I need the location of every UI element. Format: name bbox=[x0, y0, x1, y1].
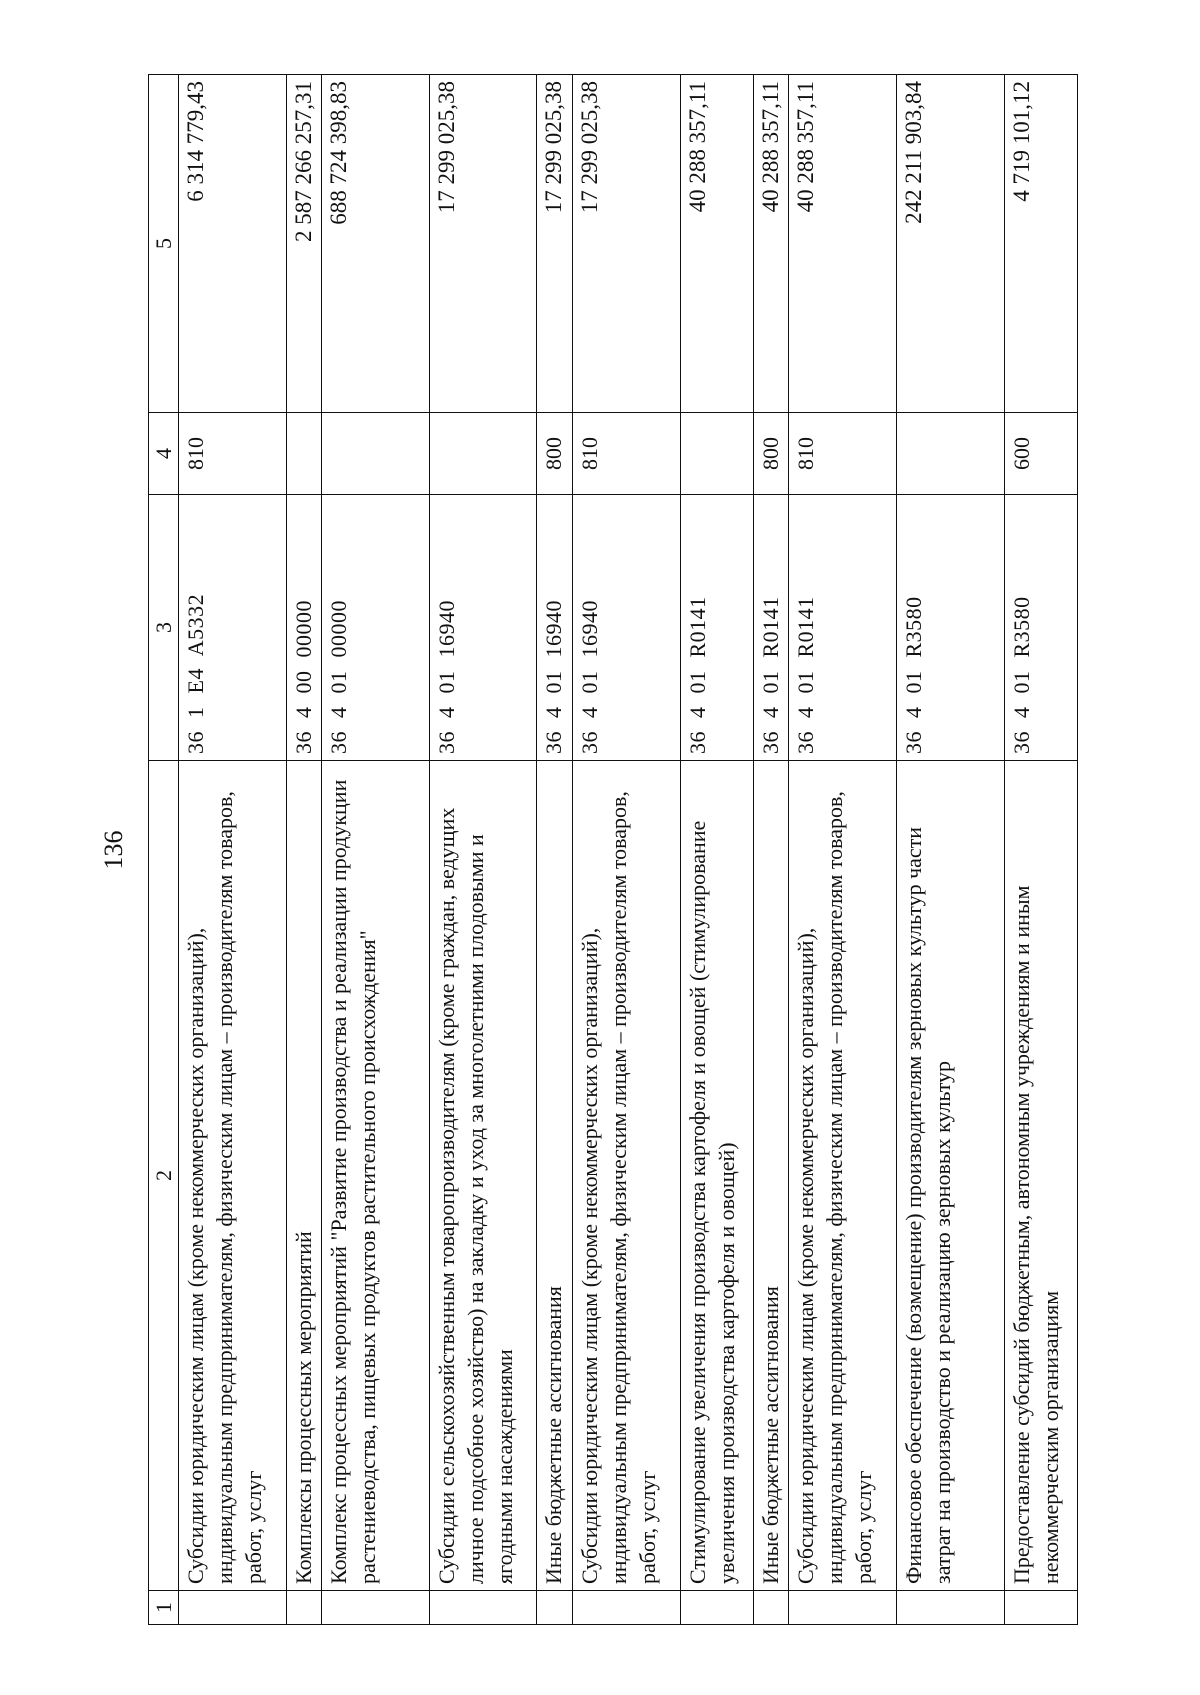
row-code-cell: 36 4 01 R3580 bbox=[1004, 495, 1077, 761]
row-name-cell: Предоставление субсидий бюджетным, автономным учреждениям и иным некоммерческим организациям bbox=[1004, 761, 1077, 1591]
column-header-5: 5 bbox=[149, 75, 179, 413]
table-row bbox=[286, 75, 322, 1625]
table-row bbox=[179, 75, 287, 1625]
row-type-cell: 810 bbox=[789, 413, 897, 495]
row-type-cell: 800 bbox=[537, 413, 573, 495]
row-name-cell: Стимулирование увеличения производства картофеля и овощей (стимулирование увеличения производства картофеля и овощей) bbox=[680, 761, 753, 1591]
row-col1-cell bbox=[429, 1591, 537, 1625]
table-row bbox=[680, 75, 753, 1625]
table-row bbox=[537, 75, 573, 1625]
row-amount-cell: 4 719 101,12 bbox=[1004, 75, 1077, 413]
row-col1-cell bbox=[322, 1591, 430, 1625]
row-col1-cell bbox=[896, 1591, 1004, 1625]
row-col1-cell bbox=[1004, 1591, 1077, 1625]
table-header-row bbox=[149, 75, 179, 1625]
row-name-cell: Субсидии юридическим лицам (кроме некоммерческих организаций), индивидуальным предпринимателям, физическим лицам – производителям товаров, работ, услуг bbox=[179, 761, 287, 1591]
row-code-cell: 36 4 01 R0141 bbox=[680, 495, 753, 761]
row-amount-cell: 17 299 025,38 bbox=[572, 75, 680, 413]
table-row bbox=[429, 75, 537, 1625]
row-type-cell bbox=[322, 413, 430, 495]
row-code-cell: 36 4 01 16940 bbox=[537, 495, 573, 761]
row-name-cell: Финансовое обеспечение (возмещение) производителям зерновых культур части затрат на производство и реализацию зерновых культур bbox=[896, 761, 1004, 1591]
row-code-cell: 36 4 01 R0141 bbox=[789, 495, 897, 761]
row-type-cell: 810 bbox=[572, 413, 680, 495]
budget-table bbox=[148, 74, 1078, 1625]
row-type-cell: 600 bbox=[1004, 413, 1077, 495]
row-col1-cell bbox=[537, 1591, 573, 1625]
table-row bbox=[896, 75, 1004, 1625]
table-row bbox=[322, 75, 430, 1625]
row-code-cell: 36 4 01 R3580 bbox=[896, 495, 1004, 761]
row-code-cell: 36 4 01 16940 bbox=[429, 495, 537, 761]
row-code-cell: 36 4 01 R0141 bbox=[753, 495, 789, 761]
row-code-cell: 36 4 01 16940 bbox=[572, 495, 680, 761]
row-code-cell: 36 4 00 00000 bbox=[286, 495, 322, 761]
row-name-cell: Субсидии сельскохозяйственным товаропроизводителям (кроме граждан, ведущих личное подсобное хозяйство) на закладку и уход за многолетними плодовыми и ягодными насаждениями bbox=[429, 761, 537, 1591]
row-name-cell: Комплексы процессных мероприятий bbox=[286, 761, 322, 1591]
row-col1-cell bbox=[789, 1591, 897, 1625]
row-col1-cell bbox=[680, 1591, 753, 1625]
row-amount-cell: 17 299 025,38 bbox=[429, 75, 537, 413]
column-header-3: 3 bbox=[149, 495, 179, 761]
row-amount-cell: 242 211 903,84 bbox=[896, 75, 1004, 413]
row-amount-cell: 2 587 266 257,31 bbox=[286, 75, 322, 413]
rotated-table-container bbox=[148, 75, 1078, 1625]
row-amount-cell: 40 288 357,11 bbox=[680, 75, 753, 413]
table-row bbox=[1004, 75, 1077, 1625]
row-type-cell: 800 bbox=[753, 413, 789, 495]
row-amount-cell: 688 724 398,83 bbox=[322, 75, 430, 413]
row-col1-cell bbox=[572, 1591, 680, 1625]
row-name-cell: Комплекс процессных мероприятий "Развитие производства и реализации продукции растениеводства, пищевых продуктов растительного происхождения" bbox=[322, 761, 430, 1591]
row-name-cell: Субсидии юридическим лицам (кроме некоммерческих организаций), индивидуальным предпринимателям, физическим лицам – производителям товаров, работ, услуг bbox=[789, 761, 897, 1591]
row-amount-cell: 40 288 357,11 bbox=[753, 75, 789, 413]
row-type-cell bbox=[286, 413, 322, 495]
row-type-cell: 810 bbox=[179, 413, 287, 495]
row-type-cell bbox=[896, 413, 1004, 495]
row-code-cell: 36 4 01 00000 bbox=[322, 495, 430, 761]
row-type-cell bbox=[429, 413, 537, 495]
row-col1-cell bbox=[753, 1591, 789, 1625]
page-number: 136 bbox=[99, 830, 128, 870]
row-amount-cell: 40 288 357,11 bbox=[789, 75, 897, 413]
row-name-cell: Субсидии юридическим лицам (кроме некоммерческих организаций), индивидуальным предпринимателям, физическим лицам – производителям товаров, работ, услуг bbox=[572, 761, 680, 1591]
row-name-cell: Иные бюджетные ассигнования bbox=[753, 761, 789, 1591]
column-header-1: 1 bbox=[149, 1591, 179, 1625]
row-col1-cell bbox=[286, 1591, 322, 1625]
row-col1-cell bbox=[179, 1591, 287, 1625]
table-row bbox=[789, 75, 897, 1625]
table-row bbox=[572, 75, 680, 1625]
column-header-4: 4 bbox=[149, 413, 179, 495]
row-code-cell: 36 1 E4 A5332 bbox=[179, 495, 287, 761]
column-header-2: 2 bbox=[149, 761, 179, 1591]
row-amount-cell: 6 314 779,43 bbox=[179, 75, 287, 413]
row-type-cell bbox=[680, 413, 753, 495]
row-amount-cell: 17 299 025,38 bbox=[537, 75, 573, 413]
row-name-cell: Иные бюджетные ассигнования bbox=[537, 761, 573, 1591]
table-row bbox=[753, 75, 789, 1625]
